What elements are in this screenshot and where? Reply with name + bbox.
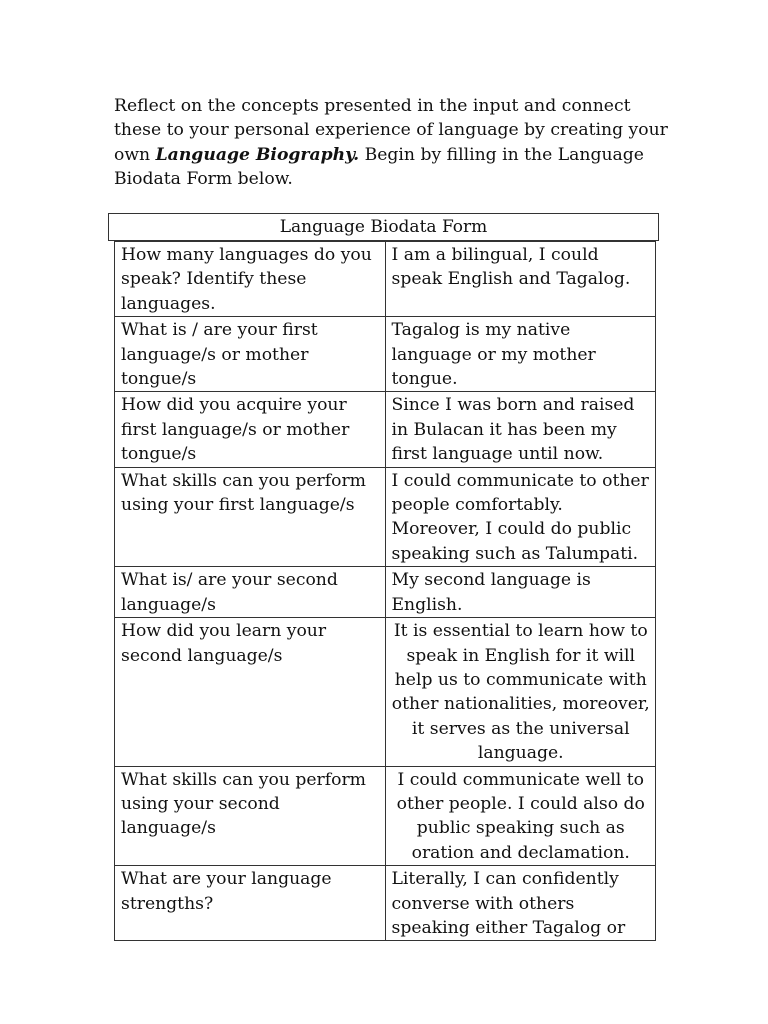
table-row [115,317,656,392]
answer-cell: Tagalog is my native language or my mother tongue. [385,317,656,392]
question-cell: What skills can you perform using your second language/s [115,766,386,866]
table-row [115,467,656,567]
question-cell: What are your language strengths? [115,866,386,941]
intro-paragraph [114,94,674,192]
table-row [115,392,656,467]
table-row [115,618,656,766]
intro-text-end: Begin by filling in the Language Biodata Form below. [114,144,644,190]
table-row [115,567,656,618]
form-title: Language Biodata Form [108,213,659,241]
table-row [115,866,656,941]
answer-cell: I am a bilingual, I could speak English and Tagalog. [385,242,656,317]
question-cell: What is/ are your second language/s [115,567,386,618]
intro-text-start: Reflect on the concepts presented in the input and connect these to your personal experience of language by creating your own [114,96,668,165]
question-cell: How many languages do you speak? Identify these languages. [115,242,386,317]
question-cell: What skills can you perform using your first language/s [115,467,386,567]
answer-cell: My second language is English. [385,567,656,618]
answer-cell: Literally, I can confidently converse with others speaking either Tagalog or [385,866,656,941]
table-row [115,766,656,866]
question-cell: How did you learn your second language/s [115,618,386,766]
intro-emphasis: Language Biography. [155,144,360,165]
question-cell: What is / are your first language/s or mother tongue/s [115,317,386,392]
answer-cell: I could communicate to other people comfortably. Moreover, I could do public speaking such as Talumpati. [385,467,656,567]
question-cell: How did you acquire your first language/s or mother tongue/s [115,392,386,467]
table-row [115,242,656,317]
answer-cell: It is essential to learn how to speak in English for it will help us to communicate with other nationalities, moreover, it serves as the universal language. [385,618,656,766]
biodata-table [114,241,656,941]
answer-cell: I could communicate well to other people. I could also do public speaking such as oration and declamation. [385,766,656,866]
answer-cell: Since I was born and raised in Bulacan it has been my first language until now. [385,392,656,467]
